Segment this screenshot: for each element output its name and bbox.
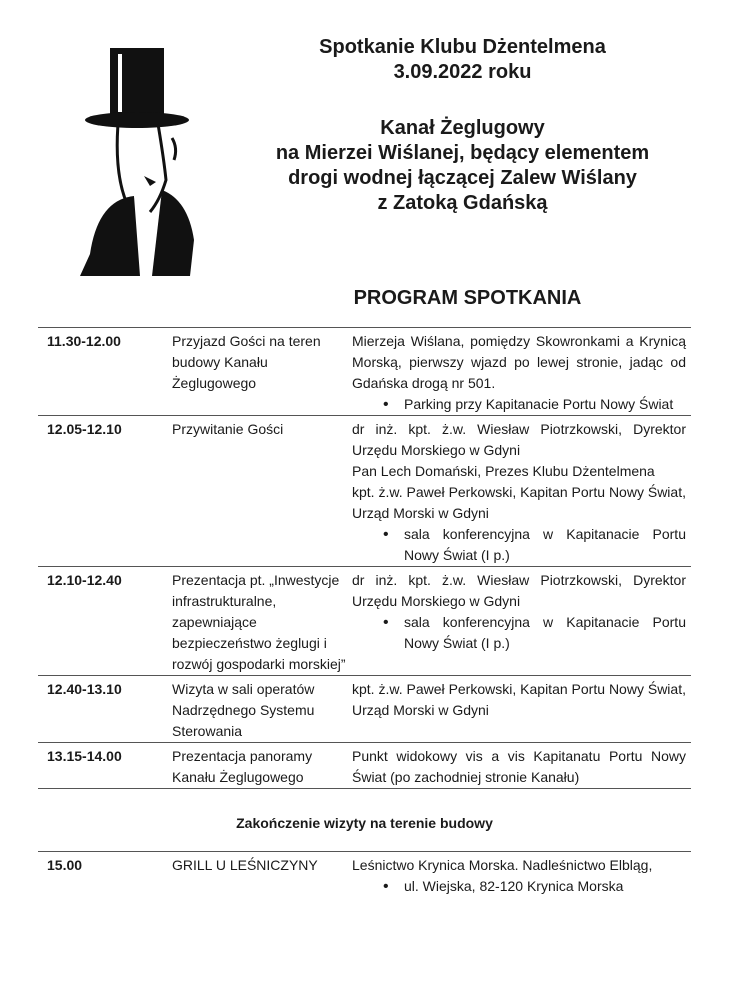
schedule-row	[38, 415, 691, 566]
details-cell	[352, 567, 691, 675]
location-list	[352, 394, 686, 415]
subtitle-line: Kanał Żeglugowy	[380, 117, 545, 139]
schedule-row	[38, 851, 691, 897]
time-cell: 11.30-12.00	[47, 333, 121, 349]
schedule-row	[38, 566, 691, 675]
details-cell	[352, 852, 691, 897]
event-cell: Prezentacja pt. „Inwestycje infrastrukturalne, zapewniające bezpieczeństwo żeglugi i rozwój gospodarki morskiej”	[172, 572, 346, 672]
time-cell: 12.10-12.40	[47, 572, 122, 588]
location-item: • sala konferencyjna w Kapitanacie Portu Nowy Świat (I p.)	[352, 524, 686, 566]
time-cell: 13.15-14.00	[47, 748, 122, 764]
schedule-row	[38, 742, 691, 789]
event-cell: GRILL U LEŚNICZYNY	[172, 857, 318, 873]
time-cell: 12.40-13.10	[47, 681, 122, 697]
location-item: • sala konferencyjna w Kapitanacie Portu Nowy Świat (I p.)	[352, 612, 686, 654]
details-cell	[352, 676, 691, 742]
event-cell: Prezentacja panoramy Kanału Żeglugowego	[172, 748, 313, 785]
schedule-row	[38, 675, 691, 742]
gentleman-logo	[80, 40, 200, 280]
program-title: PROGRAM SPOTKANIA	[353, 287, 582, 309]
time-cell: 15.00	[47, 857, 83, 873]
closing-note: Zakończenie wizyty na terenie budowy	[236, 815, 493, 831]
title-line: Spotkanie Klubu Dżentelmena	[319, 36, 606, 58]
details-cell	[352, 328, 691, 415]
subtitle-line: na Mierzei Wiślanej, będący elementem	[275, 142, 650, 164]
location-list	[352, 612, 686, 654]
event-cell: Przyjazd Gości na teren budowy Kanału Żeglugowego	[172, 333, 321, 391]
event-cell: Wizyta w sali operatów Nadrzędnego Systemu Sterowania	[172, 681, 315, 739]
detail-text: Mierzeja Wiślana, pomiędzy Skowronkami a Krynicą Morską, pierwszy wjazd po lewej stronie, jadąc od Gdańska drogą nr 501.	[352, 333, 686, 391]
detail-text: Pan Lech Domański, Prezes Klubu Dżentelmena	[352, 463, 655, 479]
detail-text: dr inż. kpt. ż.w. Wiesław Piotrzkowski, Dyrektor Urzędu Morskiego w Gdyni	[352, 572, 686, 609]
event-cell: Przywitanie Gości	[172, 421, 284, 437]
detail-text: kpt. ż.w. Paweł Perkowski, Kapitan Portu Nowy Świat, Urząd Morski w Gdyni	[352, 484, 686, 521]
detail-text: Punkt widokowy vis a vis Kapitanatu Portu Nowy Świat (po zachodniej stronie Kanału)	[352, 748, 686, 785]
subtitle-line: z Zatoką Gdańską	[377, 192, 548, 214]
schedule-row	[38, 327, 691, 415]
location-list	[352, 876, 686, 897]
detail-text: kpt. ż.w. Paweł Perkowski, Kapitan Portu Nowy Świat, Urząd Morski w Gdyni	[352, 681, 686, 718]
detail-text: Leśnictwo Krynica Morska. Nadleśnictwo Elbląg,	[352, 857, 653, 873]
header	[230, 35, 695, 216]
schedule-table	[38, 327, 691, 897]
details-cell	[352, 743, 691, 788]
location-list	[352, 524, 686, 566]
details-cell	[352, 416, 691, 566]
detail-text: dr inż. kpt. ż.w. Wiesław Piotrzkowski, Dyrektor Urzędu Morskiego w Gdyni	[352, 421, 686, 458]
time-cell: 12.05-12.10	[47, 421, 122, 437]
location-item: • ul. Wiejska, 82-120 Krynica Morska	[352, 876, 686, 897]
location-item: • Parking przy Kapitanacie Portu Nowy Świat	[352, 394, 686, 415]
subtitle-line: drogi wodnej łączącej Zalew Wiślany	[288, 167, 637, 189]
date-line: 3.09.2022 roku	[393, 61, 532, 83]
